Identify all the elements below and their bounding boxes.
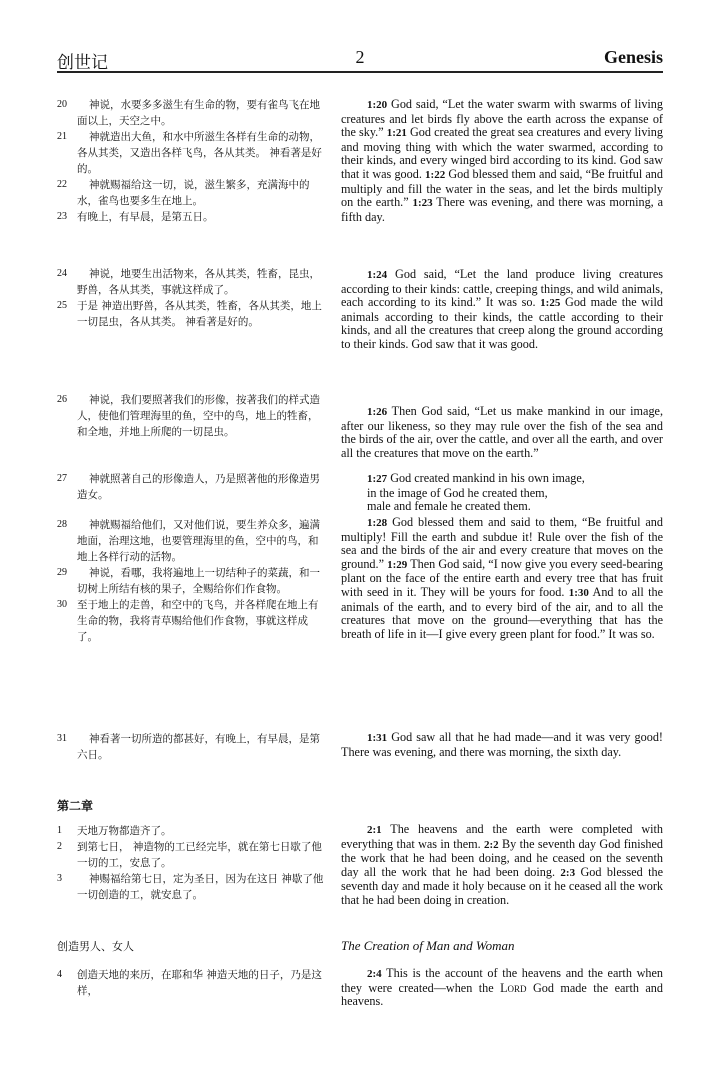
en-block bbox=[341, 98, 663, 224]
zh-verse bbox=[57, 565, 325, 597]
verse-text: God made the wild animals according to their kinds, the cattle according to their kinds, and all the creatures that creep along the ground according to their kinds. God saw that it was good. bbox=[341, 295, 663, 351]
page-header bbox=[57, 44, 663, 72]
en-block bbox=[341, 516, 663, 641]
verse-text: 神看著一切所造的都甚好，有晚上，有早晨，是第六日。 bbox=[77, 733, 320, 761]
verse-number: 3 bbox=[57, 873, 62, 884]
zh-verse bbox=[57, 129, 325, 177]
verse-text: 天地万物都造齐了。 bbox=[77, 825, 172, 837]
verse-reference: 2:1 bbox=[367, 824, 382, 836]
verse-reference: 1:29 bbox=[387, 558, 408, 571]
en-paragraph bbox=[341, 405, 663, 460]
verse-reference: 2:4 bbox=[367, 968, 382, 980]
verse-text: 神说，看哪，我将遍地上一切结种子的菜蔬，和一切树上所结有核的果子，全赐给你们作食物。 bbox=[77, 567, 320, 595]
verse-text: 神就造出大鱼，和水中所滋生各样有生命的动物，各从其类，又造出各样飞鸟，各从其类。 神看著是好的。 bbox=[77, 131, 322, 175]
verse-text: Then God said, “I now give you every seed-bearing plant on the face of the entire earth and every tree that has fruit with seed in it. They will be yours for food. bbox=[341, 556, 663, 599]
verse-text: God made the earth and heavens. bbox=[341, 980, 663, 1009]
en-paragraph bbox=[341, 967, 663, 1009]
verse-reference: 2:2 bbox=[484, 838, 499, 851]
verse-text: 至于地上的走兽，和空中的飞鸟，并各样爬在地上有生命的物，我将青草赐给他们作食物，事就这样成了。 bbox=[77, 599, 319, 643]
en-block bbox=[341, 268, 663, 352]
poem-line bbox=[341, 500, 663, 514]
verse-number: 27 bbox=[57, 473, 67, 484]
verse-text: This is the account of the heavens and the earth when they were created—when the bbox=[341, 966, 663, 995]
en-block bbox=[341, 967, 663, 1009]
verse-text: 于是 神造出野兽，各从其类，牲畜，各从其类，地上一切昆虫，各从其类。 神看著是好的。 bbox=[77, 300, 322, 328]
en-paragraph bbox=[341, 823, 663, 908]
verse-text: 神就照著自己的形像造人，乃是照著他的形像造男造女。 bbox=[77, 473, 320, 501]
verse-text: God blessed them and said, “Be fruitful and multiply and fill the water in the seas, and let the birds multiply on the earth.” bbox=[341, 166, 663, 210]
verse-number: 31 bbox=[57, 733, 67, 744]
zh-verse bbox=[57, 471, 325, 503]
poem-line bbox=[341, 472, 663, 487]
poem-line bbox=[341, 487, 663, 501]
verse-number: 28 bbox=[57, 519, 67, 530]
verse-reference: 1:21 bbox=[386, 127, 407, 140]
verse-text: 神说，地要生出活物来，各从其类，牲畜，昆虫，野兽，各从其类，事就这样成了。 bbox=[77, 268, 320, 296]
zh-verse bbox=[57, 967, 325, 999]
verse-number: 24 bbox=[57, 268, 67, 279]
verse-text: God created mankind in his own image, bbox=[387, 471, 585, 485]
zh-verse bbox=[57, 823, 325, 839]
zh-verse bbox=[57, 871, 325, 903]
verse-text: God blessed the seventh day and made it holy because on it he ceased all the work that he had been doing in creation. bbox=[341, 864, 663, 907]
verse-number: 22 bbox=[57, 179, 67, 190]
verse-number: 29 bbox=[57, 567, 67, 578]
chapter-title: 第二章 bbox=[57, 799, 94, 813]
zh-verse bbox=[57, 731, 325, 763]
verse-text: male and female he created them. bbox=[367, 499, 531, 514]
en-block bbox=[341, 472, 663, 514]
en-paragraph bbox=[341, 268, 663, 352]
zh-verse bbox=[57, 392, 325, 440]
verse-number: 1 bbox=[57, 825, 62, 836]
verse-text: 神就赐福给他们，又对他们说，要生养众多，遍满地面，治理这地，也要管理海里的鱼，空中的鸟，和地上各样行动的活物。 bbox=[77, 519, 320, 563]
verse-reference: 1:23 bbox=[412, 197, 433, 210]
verse-text: 神说，水要多多滋生有生命的物，要有雀鸟飞在地面以上，天空之中。 bbox=[77, 99, 320, 127]
verse-reference: 1:24 bbox=[367, 269, 388, 281]
verse-number: 25 bbox=[57, 300, 67, 311]
verse-number: 20 bbox=[57, 99, 67, 110]
verse-reference: 1:25 bbox=[540, 297, 561, 310]
zh-block bbox=[57, 266, 325, 330]
verse-text: 到第七日， 神造物的工已经完毕，就在第七日歇了他一切的工，安息了。 bbox=[77, 841, 322, 869]
section-heading-chinese: 创造男人、女人 bbox=[57, 940, 134, 953]
zh-verse bbox=[57, 597, 325, 645]
verse-text: The heavens and the earth were completed with everything that was in them. bbox=[341, 822, 663, 851]
verse-reference: 1:27 bbox=[367, 473, 388, 485]
zh-verse bbox=[57, 209, 325, 225]
verse-reference: 1:30 bbox=[568, 586, 589, 599]
verse-text: God saw all that he had made—and it was very good! There was evening, and there was morning, the sixth day. bbox=[341, 730, 663, 759]
verse-text: And to all the animals of the earth, and to every bird of the air, and to all the creatures that move on the ground—everything that has the breath of life in it—I give every green plant for food.” It was so. bbox=[341, 584, 663, 641]
page-number: 2 bbox=[355, 47, 365, 67]
zh-verse bbox=[57, 266, 325, 298]
zh-block bbox=[57, 97, 325, 225]
divine-name: Lord bbox=[500, 980, 527, 995]
verse-text: 有晚上，有早晨，是第五日。 bbox=[77, 211, 214, 223]
zh-verse bbox=[57, 97, 325, 129]
verse-text: By the seventh day God finished the work that he had been doing, and he ceased on the seventh day all the work that he had been doing. bbox=[341, 836, 663, 879]
zh-verse bbox=[57, 177, 325, 209]
zh-verse bbox=[57, 839, 325, 871]
verse-text: 神赐福给第七日，定为圣日，因为在这日 神歇了他一切创造的工，就安息了。 bbox=[77, 873, 324, 901]
verse-reference: 1:22 bbox=[425, 168, 446, 181]
zh-verse bbox=[57, 517, 325, 565]
en-paragraph bbox=[341, 516, 663, 641]
verse-reference: 1:20 bbox=[367, 99, 388, 111]
verse-text: Then God said, “Let us make mankind in our image, after our likeness, so they may rule over the fish of the sea and the birds of the air, over the cattle, and over all the earth, and over all the creatures that move on the earth.” bbox=[341, 404, 663, 460]
zh-block bbox=[57, 517, 325, 645]
zh-block bbox=[57, 967, 325, 999]
en-block bbox=[341, 731, 663, 759]
verse-text: God said, “Let the water swarm with swarms of living creatures and let birds fly above the earth across the expanse of the sky.” bbox=[341, 97, 663, 140]
verse-reference: 1:28 bbox=[367, 517, 388, 529]
book-title-english: Genesis bbox=[603, 47, 663, 67]
en-block bbox=[341, 823, 663, 908]
verse-reference: 2:3 bbox=[560, 866, 576, 879]
verse-reference: 1:31 bbox=[367, 732, 388, 744]
verse-number: 4 bbox=[57, 969, 62, 980]
verse-text: 创造天地的来历，在耶和华 神造天地的日子，乃是这样， bbox=[77, 969, 322, 997]
zh-verse bbox=[57, 298, 325, 330]
zh-block bbox=[57, 392, 325, 440]
verse-text: in the image of God he created them, bbox=[367, 485, 548, 500]
zh-block bbox=[57, 823, 325, 903]
verse-text: God created the great sea creatures and every living and moving thing with which the water swarmed, according to their kinds, and every winged bird according to its kind. God saw that it was good. bbox=[341, 125, 663, 181]
verse-text: God said, “Let the land produce living creatures according to their kinds: cattle, creeping things, and wild animals, each according to its kind.” It was so. bbox=[341, 267, 663, 310]
verse-number: 23 bbox=[57, 211, 67, 222]
verse-number: 2 bbox=[57, 841, 62, 852]
verse-number: 21 bbox=[57, 131, 67, 142]
verse-text: God blessed them and said to them, “Be fruitful and multiply! Fill the earth and subdue it! Rule over the fish of the sea and the birds of the air and every creature that moves on the ground.” bbox=[341, 515, 663, 571]
en-paragraph bbox=[341, 731, 663, 759]
verse-text: 神就赐福给这一切，说，滋生繁多，充满海中的水，雀鸟也要多生在地上。 bbox=[77, 179, 310, 207]
en-paragraph bbox=[341, 98, 663, 224]
verse-number: 26 bbox=[57, 394, 67, 405]
en-block bbox=[341, 405, 663, 460]
verse-text: There was evening, and there was morning, a fifth day. bbox=[341, 195, 663, 224]
book-title-chinese: 创世记 bbox=[57, 53, 108, 73]
section-heading-english: The Creation of Man and Woman bbox=[341, 938, 515, 953]
zh-block bbox=[57, 731, 325, 763]
header-rule bbox=[57, 71, 663, 73]
verse-reference: 1:26 bbox=[367, 406, 388, 418]
zh-block bbox=[57, 471, 325, 503]
verse-text: 神说，我们要照著我们的形像，按著我们的样式造人，使他们管理海里的鱼，空中的鸟，地上的牲畜，和全地，并地上所爬的一切昆虫。 bbox=[77, 394, 320, 438]
verse-number: 30 bbox=[57, 599, 67, 610]
